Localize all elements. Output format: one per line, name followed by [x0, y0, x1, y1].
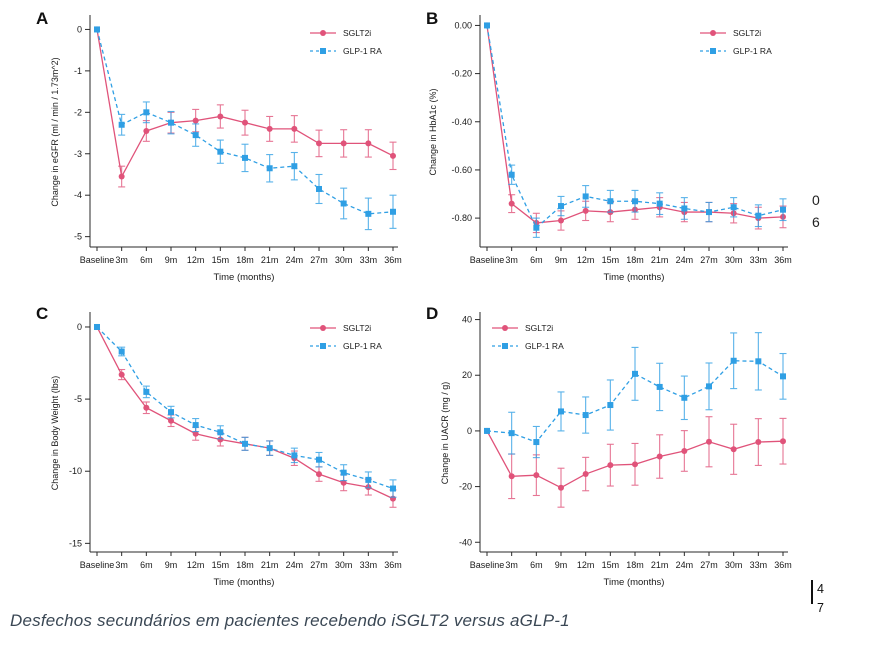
square-marker [681, 395, 687, 401]
chart-b-svg [420, 5, 810, 295]
clipped-char-1: 0 [812, 192, 820, 208]
circle-marker [217, 113, 223, 119]
circle-marker [193, 118, 199, 124]
legend-entry [492, 341, 564, 351]
circle-marker [316, 140, 322, 146]
svg-text:GLP-1 RA: GLP-1 RA [733, 46, 772, 56]
panel-d-label: D [426, 304, 439, 323]
panel-a-label: A [36, 9, 49, 28]
square-marker [291, 452, 297, 458]
legend-entry [700, 46, 772, 56]
square-marker [242, 155, 248, 161]
svg-text:Change in Body Weight (lbs): Change in Body Weight (lbs) [50, 375, 60, 491]
svg-text:36m: 36m [384, 560, 402, 570]
svg-text:33m: 33m [359, 255, 378, 265]
svg-text:27m: 27m [700, 560, 718, 570]
svg-text:18m: 18m [236, 560, 254, 570]
circle-marker [390, 153, 396, 159]
svg-text:Time (months): Time (months) [603, 272, 665, 283]
square-marker [755, 358, 761, 364]
square-marker [242, 441, 248, 447]
square-marker [533, 439, 539, 445]
svg-text:12m: 12m [576, 255, 595, 265]
svg-text:30m: 30m [724, 255, 743, 265]
svg-text:Baseline: Baseline [469, 255, 505, 265]
legend-entry [310, 46, 382, 56]
square-marker [484, 22, 490, 28]
svg-text:18m: 18m [236, 255, 254, 265]
square-marker [583, 193, 589, 199]
square-marker [217, 149, 223, 155]
square-marker [509, 430, 515, 436]
svg-text:-10: -10 [68, 466, 82, 477]
clipped-right-edge-text [812, 189, 832, 233]
svg-text:21m: 21m [650, 255, 669, 265]
svg-text:21m: 21m [260, 255, 279, 265]
square-marker [217, 429, 223, 435]
panel-c [30, 300, 420, 595]
square-marker [316, 186, 322, 192]
circle-marker [657, 454, 663, 460]
square-marker [632, 371, 638, 377]
svg-text:Baseline: Baseline [469, 560, 505, 570]
svg-text:36m: 36m [774, 255, 792, 265]
svg-text:9m: 9m [164, 255, 178, 265]
svg-text:30m: 30m [334, 255, 353, 265]
circle-marker [119, 174, 125, 180]
clipped-char-2: 6 [812, 214, 820, 230]
panel-b-label: B [426, 9, 439, 28]
svg-text:3m: 3m [505, 560, 518, 570]
chart-a-svg [30, 5, 420, 295]
svg-text:9m: 9m [164, 560, 178, 570]
circle-marker [780, 438, 786, 444]
page-number [811, 580, 824, 618]
svg-text:12m: 12m [186, 560, 205, 570]
circle-marker [558, 485, 564, 491]
svg-text:36m: 36m [384, 255, 402, 265]
svg-text:15m: 15m [211, 560, 230, 570]
svg-text:Time (months): Time (months) [603, 577, 665, 588]
series-sglt2i [94, 324, 397, 507]
svg-text:6m: 6m [530, 255, 543, 265]
figure-caption: Desfechos secundários em pacientes recebendo iSGLT2 versus aGLP-1 [10, 611, 570, 630]
svg-text:-15: -15 [68, 538, 82, 549]
svg-text:-2: -2 [73, 107, 82, 118]
svg-text:18m: 18m [626, 255, 644, 265]
svg-text:Change in UACR (mg / g): Change in UACR (mg / g) [440, 381, 450, 485]
circle-marker [533, 472, 539, 478]
svg-text:15m: 15m [601, 255, 620, 265]
legend-entry [310, 323, 371, 333]
circle-marker [681, 448, 687, 454]
svg-text:24m: 24m [675, 560, 694, 570]
svg-text:-0.80: -0.80 [451, 213, 472, 224]
square-marker [119, 349, 125, 355]
square-marker [94, 324, 100, 330]
svg-text:36m: 36m [774, 560, 792, 570]
circle-marker [168, 418, 174, 424]
svg-text:-4: -4 [73, 190, 82, 201]
square-marker [193, 132, 199, 138]
square-marker [533, 225, 539, 231]
circle-marker [267, 126, 273, 132]
square-marker [94, 26, 100, 32]
circle-marker [755, 439, 761, 445]
svg-text:12m: 12m [186, 255, 205, 265]
svg-text:6m: 6m [140, 560, 153, 570]
square-marker [390, 209, 396, 215]
square-marker [558, 203, 564, 209]
circle-marker [583, 208, 589, 214]
svg-text:-5: -5 [73, 394, 82, 405]
axes [475, 312, 788, 556]
square-marker [583, 412, 589, 418]
square-marker [681, 205, 687, 211]
svg-text:3m: 3m [505, 255, 518, 265]
square-marker [390, 486, 396, 492]
square-marker [657, 384, 663, 390]
svg-text:27m: 27m [700, 255, 718, 265]
square-marker [143, 109, 149, 115]
svg-text:21m: 21m [260, 560, 279, 570]
panel-b [420, 5, 810, 295]
svg-text:0: 0 [76, 24, 82, 35]
square-marker [365, 211, 371, 217]
svg-text:SGLT2i: SGLT2i [343, 28, 372, 38]
svg-text:Baseline: Baseline [79, 255, 115, 265]
svg-text:-0.60: -0.60 [451, 164, 472, 175]
svg-text:Change in HbA1c (%): Change in HbA1c (%) [428, 88, 438, 176]
panel-d [420, 300, 810, 595]
svg-text:27m: 27m [310, 560, 328, 570]
svg-text:Change in eGFR (ml / min / 1.7: Change in eGFR (ml / min / 1.73m^2) [50, 57, 60, 207]
svg-text:6m: 6m [530, 560, 543, 570]
svg-text:0.00: 0.00 [454, 20, 472, 31]
legend-entry [492, 323, 553, 333]
square-marker [509, 172, 515, 178]
svg-text:0: 0 [76, 321, 82, 332]
square-marker [731, 204, 737, 210]
square-marker [607, 402, 613, 408]
circle-marker [242, 120, 248, 126]
svg-text:12m: 12m [576, 560, 595, 570]
circle-marker [632, 461, 638, 467]
svg-text:40: 40 [461, 314, 472, 325]
circle-marker [365, 140, 371, 146]
svg-text:9m: 9m [554, 560, 568, 570]
circle-marker [143, 128, 149, 134]
svg-text:Time (months): Time (months) [213, 272, 275, 283]
svg-text:-1: -1 [73, 65, 82, 76]
square-marker [607, 198, 613, 204]
svg-text:30m: 30m [334, 560, 353, 570]
circle-marker [341, 140, 347, 146]
square-marker [657, 201, 663, 207]
svg-text:24m: 24m [285, 560, 304, 570]
series-sglt2i [484, 417, 787, 507]
square-marker [706, 383, 712, 389]
svg-text:6m: 6m [140, 255, 153, 265]
square-marker [143, 389, 149, 395]
svg-text:-20: -20 [458, 481, 472, 492]
square-marker [755, 213, 761, 219]
circle-marker [731, 446, 737, 452]
square-marker [731, 358, 737, 364]
svg-text:GLP-1 RA: GLP-1 RA [525, 341, 564, 351]
svg-text:15m: 15m [211, 255, 230, 265]
svg-text:SGLT2i: SGLT2i [733, 28, 762, 38]
chart-d-svg [420, 300, 810, 595]
svg-text:GLP-1 RA: GLP-1 RA [343, 341, 382, 351]
circle-marker [583, 471, 589, 477]
square-marker [780, 207, 786, 213]
square-marker [267, 445, 273, 451]
svg-text:-5: -5 [73, 231, 82, 242]
square-marker [484, 428, 490, 434]
svg-text:21m: 21m [650, 560, 669, 570]
chart-c-svg [30, 300, 420, 595]
circle-marker [509, 201, 515, 207]
square-marker [267, 165, 273, 171]
page-number-line-1: 4 [817, 582, 824, 596]
page-number-divider [811, 580, 813, 604]
square-marker [706, 209, 712, 215]
series-glp-1-ra [484, 333, 787, 458]
svg-text:-0.20: -0.20 [451, 68, 472, 79]
square-marker [291, 163, 297, 169]
square-marker [558, 408, 564, 414]
svg-text:-40: -40 [458, 537, 472, 548]
square-marker [365, 477, 371, 483]
square-marker [632, 198, 638, 204]
page-number-line-2: 7 [817, 601, 824, 615]
svg-text:SGLT2i: SGLT2i [525, 323, 554, 333]
svg-text:Baseline: Baseline [79, 560, 115, 570]
svg-text:24m: 24m [285, 255, 304, 265]
svg-text:SGLT2i: SGLT2i [343, 323, 372, 333]
circle-marker [558, 218, 564, 224]
svg-text:33m: 33m [749, 255, 768, 265]
svg-text:33m: 33m [359, 560, 378, 570]
svg-text:9m: 9m [554, 255, 568, 265]
svg-text:33m: 33m [749, 560, 768, 570]
square-marker [119, 122, 125, 128]
svg-text:0: 0 [466, 425, 472, 436]
svg-text:18m: 18m [626, 560, 644, 570]
svg-text:24m: 24m [675, 255, 694, 265]
circle-marker [607, 462, 613, 468]
svg-text:Time (months): Time (months) [213, 577, 275, 588]
svg-text:15m: 15m [601, 560, 620, 570]
panel-a [30, 5, 420, 295]
svg-text:3m: 3m [115, 255, 128, 265]
circle-marker [119, 372, 125, 378]
circle-marker [509, 473, 515, 479]
square-marker [316, 457, 322, 463]
square-marker [780, 373, 786, 379]
svg-text:-0.40: -0.40 [451, 116, 472, 127]
legend-entry [310, 28, 371, 38]
svg-text:30m: 30m [724, 560, 743, 570]
svg-text:GLP-1 RA: GLP-1 RA [343, 46, 382, 56]
panel-c-label: C [36, 304, 49, 323]
svg-text:-3: -3 [73, 148, 82, 159]
svg-text:20: 20 [461, 370, 472, 381]
square-marker [193, 422, 199, 428]
legend-entry [700, 28, 761, 38]
circle-marker [706, 439, 712, 445]
legend-entry [310, 341, 382, 351]
square-marker [341, 200, 347, 206]
svg-text:27m: 27m [310, 255, 328, 265]
square-marker [168, 409, 174, 415]
circle-marker [143, 405, 149, 411]
circle-marker [291, 126, 297, 132]
svg-text:3m: 3m [115, 560, 128, 570]
circle-marker [316, 471, 322, 477]
square-marker [168, 120, 174, 126]
square-marker [341, 470, 347, 476]
